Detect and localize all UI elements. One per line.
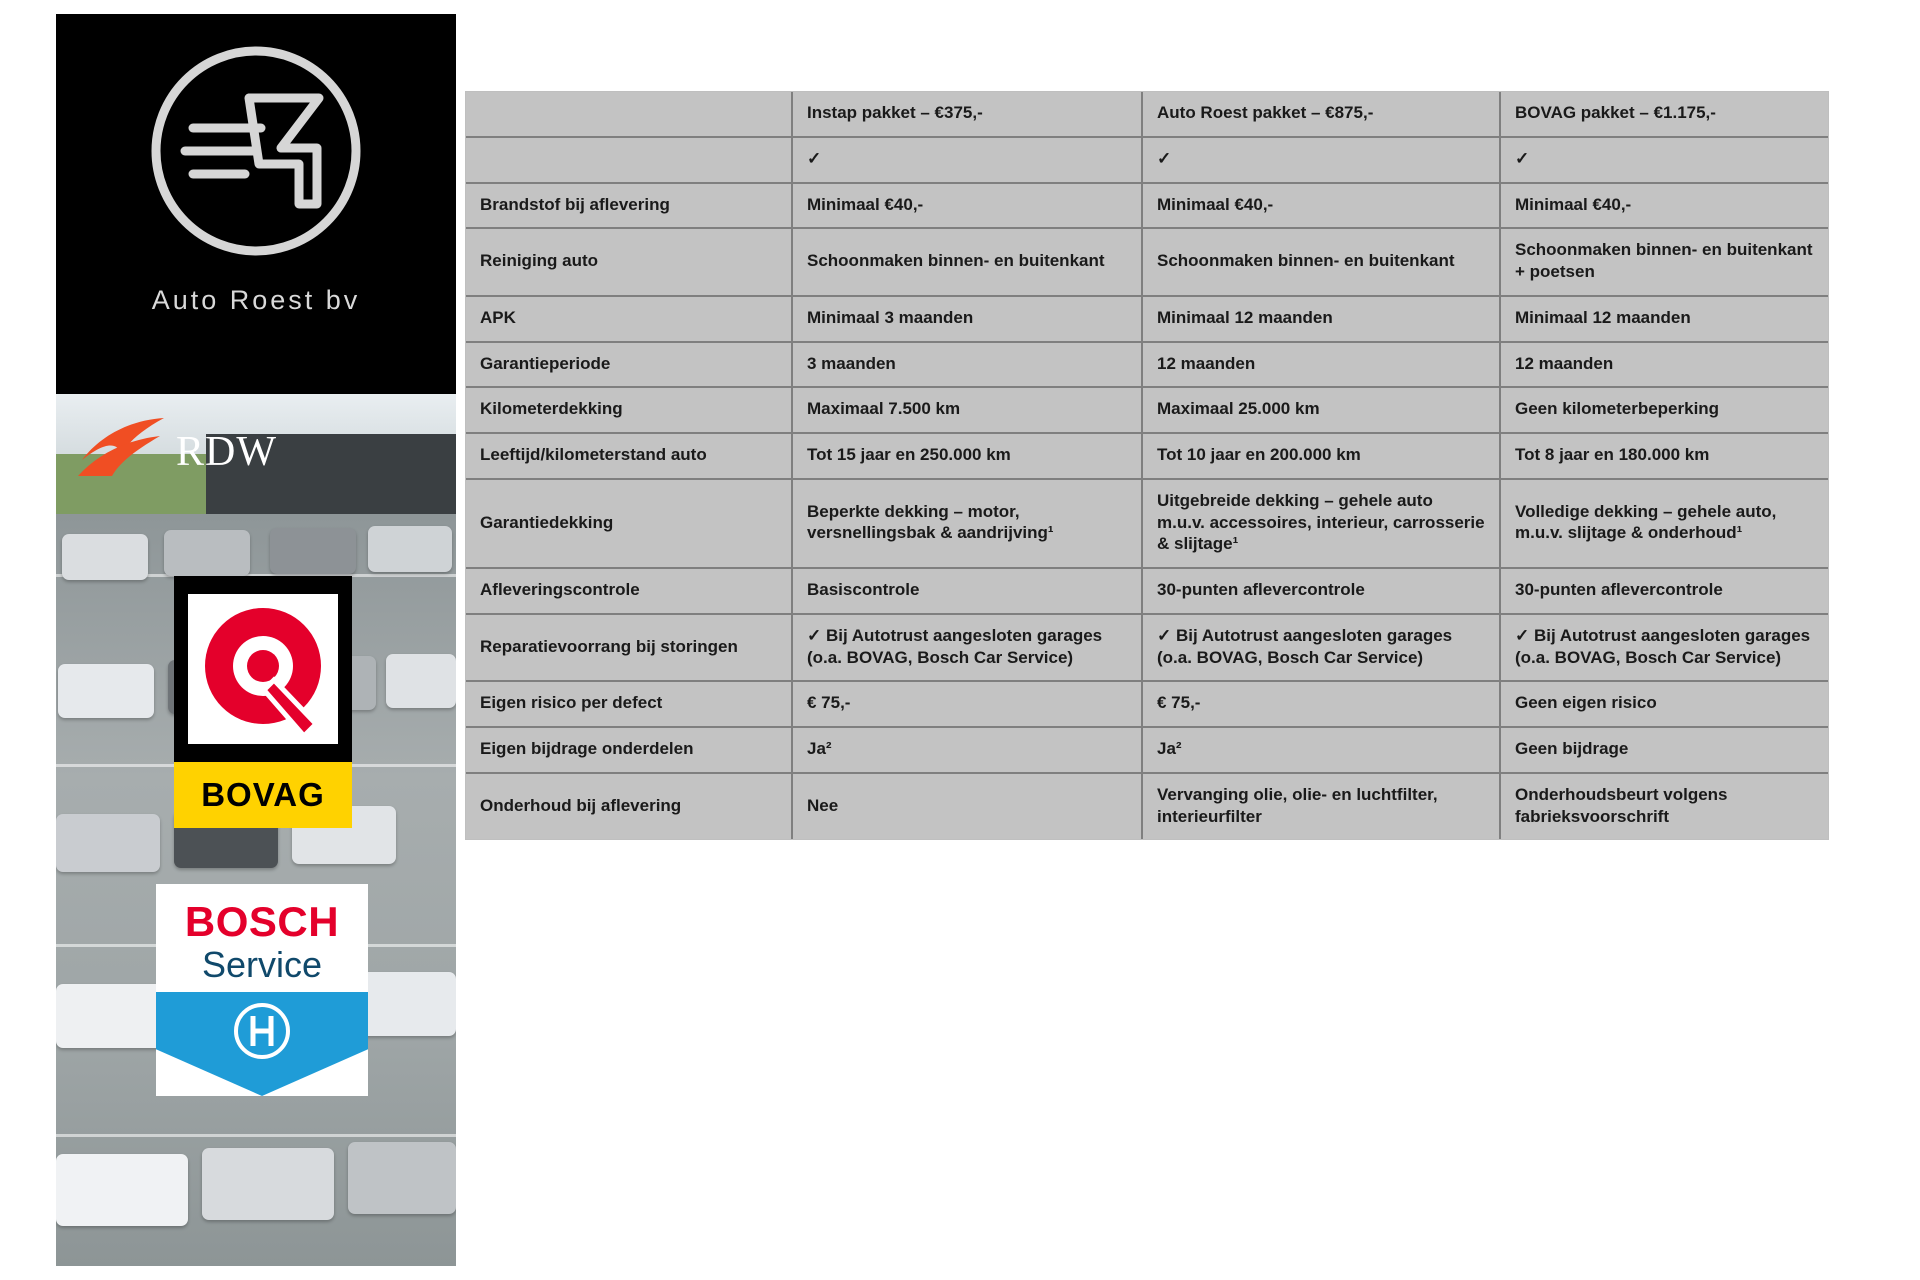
- row-label: Eigen bijdrage onderdelen: [466, 727, 792, 773]
- row-label: Brandstof bij aflevering: [466, 183, 792, 229]
- table-row: [466, 183, 1828, 229]
- cell-autoroest: Uitgebreide dekking – gehele auto m.u.v. accessoires, interieur, carrosserie & slijtage¹: [1142, 479, 1500, 568]
- table-row-check: [466, 137, 1828, 183]
- cell-instap: ✓ Bij Autotrust aangesloten garages (o.a. BOVAG, Bosch Car Service): [792, 614, 1142, 682]
- cell-bovag: ✓ Bij Autotrust aangesloten garages (o.a. BOVAG, Bosch Car Service): [1500, 614, 1828, 682]
- cell-instap: Schoonmaken binnen- en buitenkant: [792, 228, 1142, 296]
- cell-autoroest: Minimaal 12 maanden: [1142, 296, 1500, 342]
- cell-instap: Minimaal €40,-: [792, 183, 1142, 229]
- table-row: [466, 228, 1828, 296]
- row-label: Eigen risico per defect: [466, 681, 792, 727]
- cell-autoroest: 30-punten aflevercontrole: [1142, 568, 1500, 614]
- certification-rdw: [76, 414, 277, 489]
- cell-autoroest: Tot 10 jaar en 200.000 km: [1142, 433, 1500, 479]
- package-comparison-table: [466, 92, 1828, 839]
- table-row: [466, 342, 1828, 388]
- cell-bovag: Onderhoudsbeurt volgens fabrieksvoorschrift: [1515, 784, 1728, 826]
- cell-bovag: Minimaal €40,-: [1500, 183, 1828, 229]
- row-label: Garantiedekking: [466, 479, 792, 568]
- header-cell-bovag: BOVAG pakket – €1.175,-: [1500, 92, 1828, 137]
- bovag-label: BOVAG: [174, 762, 352, 828]
- cell-instap: Beperkte dekking – motor, versnellingsbak & aandrijving¹: [792, 479, 1142, 568]
- cell-autoroest: Ja²: [1142, 727, 1500, 773]
- check-icon-autoroest: ✓: [1142, 137, 1500, 183]
- header-cell-feature: [466, 92, 792, 137]
- row-label: Garantieperiode: [466, 342, 792, 388]
- cell-bovag: Geen kilometerbeperking: [1500, 387, 1828, 433]
- check-icon-bovag: ✓: [1500, 137, 1828, 183]
- cell-instap: Nee: [792, 773, 1142, 840]
- bosch-armature-icon: [156, 992, 368, 1096]
- row-label: Reiniging auto: [466, 228, 792, 296]
- cell-instap: € 75,-: [792, 681, 1142, 727]
- table-row: [466, 614, 1828, 682]
- table-row: [466, 773, 1828, 840]
- cell-bovag: Tot 8 jaar en 180.000 km: [1500, 433, 1828, 479]
- table-row: [466, 387, 1828, 433]
- cell-bovag: 12 maanden: [1500, 342, 1828, 388]
- row-label: APK: [466, 296, 792, 342]
- row-label: Kilometerdekking: [466, 387, 792, 433]
- bovag-seal-icon: [174, 576, 352, 762]
- table-row: [466, 727, 1828, 773]
- cell-autoroest: Minimaal €40,-: [1142, 183, 1500, 229]
- cell-autoroest: 12 maanden: [1142, 342, 1500, 388]
- cell-instap: 3 maanden: [792, 342, 1142, 388]
- cell-bovag: Minimaal 12 maanden: [1500, 296, 1828, 342]
- table-row: [466, 568, 1828, 614]
- cell-instap: Maximaal 7.500 km: [792, 387, 1142, 433]
- table-row: [466, 681, 1828, 727]
- bosch-service-label: Service: [201, 944, 323, 985]
- table-row: [466, 433, 1828, 479]
- rdw-flame-icon: [76, 414, 168, 489]
- auto-roest-monogram-icon: [141, 36, 371, 271]
- cell-instap: Tot 15 jaar en 250.000 km: [792, 433, 1142, 479]
- cell-bovag: Geen eigen risico: [1500, 681, 1828, 727]
- cell-autoroest: Schoonmaken binnen- en buitenkant: [1142, 228, 1500, 296]
- brand-name: Auto Roest bv: [151, 285, 361, 315]
- check-icon-instap: ✓: [792, 137, 1142, 183]
- bosch-label: BOSCH: [184, 898, 340, 945]
- table-header-row: [466, 92, 1828, 137]
- row-label: Afleveringscontrole: [466, 568, 792, 614]
- left-branding-column: [56, 14, 456, 1266]
- table-row: [466, 479, 1828, 568]
- cell-bovag: Geen bijdrage: [1500, 727, 1828, 773]
- cell-bovag: Volledige dekking – gehele auto, m.u.v. slijtage & onderhoud¹: [1500, 479, 1828, 568]
- cell-instap: Ja²: [792, 727, 1142, 773]
- certification-bosch: [156, 884, 368, 1096]
- cell-autoroest: Maximaal 25.000 km: [1142, 387, 1500, 433]
- cell-instap: Minimaal 3 maanden: [792, 296, 1142, 342]
- cell-autoroest: € 75,-: [1142, 681, 1500, 727]
- cell-bovag: Schoonmaken binnen- en buitenkant + poetsen: [1500, 228, 1828, 296]
- row-label: Leeftijd/kilometerstand auto: [466, 433, 792, 479]
- brand-block: [56, 14, 456, 394]
- dealership-photo: [56, 394, 456, 1266]
- row-label-check: [466, 137, 792, 183]
- cell-autoroest: Vervanging olie, olie- en luchtfilter, interieurfilter: [1142, 773, 1500, 840]
- cell-bovag: 30-punten aflevercontrole: [1500, 568, 1828, 614]
- rdw-label: RDW: [176, 428, 277, 475]
- header-cell-instap: Instap pakket – €375,-: [792, 92, 1142, 137]
- table-row: [466, 296, 1828, 342]
- cell-autoroest: ✓ Bij Autotrust aangesloten garages (o.a. BOVAG, Bosch Car Service): [1142, 614, 1500, 682]
- row-label: Onderhoud bij aflevering: [466, 773, 792, 840]
- certification-bovag: [174, 576, 352, 828]
- header-cell-autoroest: Auto Roest pakket – €875,-: [1142, 92, 1500, 137]
- cell-instap: Basiscontrole: [792, 568, 1142, 614]
- row-label: Reparatievoorrang bij storingen: [466, 614, 792, 682]
